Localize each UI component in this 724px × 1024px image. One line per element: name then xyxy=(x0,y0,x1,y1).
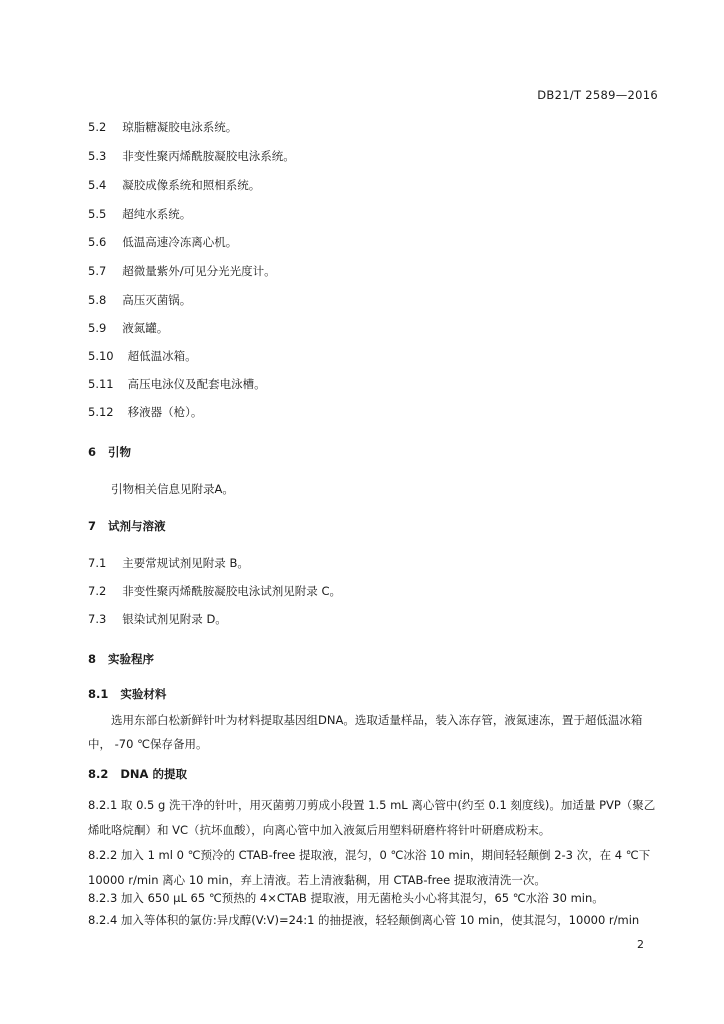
item-number: 7.2 xyxy=(88,584,107,598)
subsection-title: DNA 的提取 xyxy=(120,767,187,781)
item-number: 5.7 xyxy=(88,264,107,278)
item-text: 银染试剂见附录 D。 xyxy=(122,612,227,626)
list-item xyxy=(88,376,266,392)
section-title: 引物 xyxy=(108,445,132,459)
step-number: 8.2.2 xyxy=(88,848,118,862)
item-text: 主要常规试剂见附录 B。 xyxy=(122,556,249,570)
section-number: 8 xyxy=(88,652,97,666)
item-number: 5.12 xyxy=(88,405,114,419)
item-number: 5.3 xyxy=(88,149,107,163)
item-number: 5.10 xyxy=(88,349,114,363)
item-text: 液氮罐。 xyxy=(122,321,169,335)
item-number: 7.1 xyxy=(88,556,107,570)
item-text: 移液器（枪）。 xyxy=(127,405,203,419)
step-number: 8.2.3 xyxy=(88,891,118,905)
list-item xyxy=(88,234,237,250)
list-item xyxy=(88,119,237,135)
item-text: 超微量紫外/可见分光光度计。 xyxy=(122,264,276,278)
section-number: 6 xyxy=(88,445,97,459)
paragraph: 选用东部白松新鲜针叶为材料提取基因组DNA。选取适量样品，装入冻存管，液氮速冻，置于超低温冰箱中， -70 ℃保存备用。 xyxy=(88,713,643,751)
item-number: 5.2 xyxy=(88,120,107,134)
section-number: 7 xyxy=(88,519,97,533)
step-paragraph xyxy=(88,793,660,843)
step-number: 8.2.1 xyxy=(88,798,118,812)
list-item xyxy=(88,555,249,571)
page-number: 2 xyxy=(637,938,644,951)
item-text: 高压电泳仪及配套电泳槽。 xyxy=(127,377,266,391)
list-item xyxy=(88,148,295,164)
item-number: 7.3 xyxy=(88,612,107,626)
list-item xyxy=(88,263,276,279)
subsection-heading xyxy=(88,766,187,782)
list-item xyxy=(88,404,202,420)
item-number: 5.4 xyxy=(88,178,107,192)
item-text: 凝胶成像系统和照相系统。 xyxy=(122,178,261,192)
section-heading xyxy=(88,444,131,460)
step-text: 加入 1 ml 0 ℃预冷的 CTAB-free 提取液，混匀，0 ℃冰浴 10 min，期间轻轻颠倒 2-3 次，在 4 ℃下 10000 r/min 离心 10 min，弃上清液。若上清液黏稠，用 CTAB-free 提取液清洗一次。 xyxy=(88,848,651,887)
section-title: 实验程序 xyxy=(108,652,155,666)
list-item xyxy=(88,292,191,308)
section-title: 试剂与溶液 xyxy=(108,519,166,533)
standard-number: DB21/T 2589—2016 xyxy=(537,88,658,102)
list-item xyxy=(88,348,197,364)
section-heading xyxy=(88,518,166,534)
subsection-number: 8.1 xyxy=(88,687,109,701)
list-item xyxy=(88,206,191,222)
subsection-number: 8.2 xyxy=(88,767,109,781)
subsection-title: 实验材料 xyxy=(120,687,167,701)
item-text: 超低温冰箱。 xyxy=(127,349,197,363)
subsection-heading xyxy=(88,686,166,702)
step-text: 取 0.5 g 洗干净的针叶，用灭菌剪刀剪成小段置 1.5 mL 离心管中(约至 0.1 刻度线)。加适量 PVP（聚乙烯吡咯烷酮）和 VC（抗坏血酸），向离心管中加入液氮后用塑料研磨杵将针叶研磨成粉末。 xyxy=(88,798,656,837)
step-number: 8.2.4 xyxy=(88,913,118,927)
list-item xyxy=(88,583,341,599)
list-item xyxy=(88,177,260,193)
item-number: 5.5 xyxy=(88,207,107,221)
item-number: 5.9 xyxy=(88,321,107,335)
item-text: 超纯水系统。 xyxy=(122,207,192,221)
item-number: 5.8 xyxy=(88,293,107,307)
paragraph: 引物相关信息见附录A。 xyxy=(111,482,234,496)
step-text: 加入 650 μL 65 ℃预热的 4×CTAB 提取液，用无菌枪头小心将其混匀，65 ℃水浴 30 min。 xyxy=(120,891,604,905)
item-text: 琼脂糖凝胶电泳系统。 xyxy=(122,120,238,134)
item-number: 5.6 xyxy=(88,235,107,249)
step-paragraph xyxy=(88,908,660,933)
item-text: 非变性聚丙烯酰胺凝胶电泳系统。 xyxy=(122,149,295,163)
item-text: 非变性聚丙烯酰胺凝胶电泳试剂见附录 C。 xyxy=(122,584,341,598)
list-item xyxy=(88,320,168,336)
item-number: 5.11 xyxy=(88,377,114,391)
item-text: 高压灭菌锅。 xyxy=(122,293,192,307)
list-item xyxy=(88,611,227,627)
item-text: 低温高速冷冻离心机。 xyxy=(122,235,238,249)
section-heading xyxy=(88,651,154,667)
step-text: 加入等体积的氯仿:异戊醇(V:V)=24:1 的抽提液，轻轻颠倒离心管 10 min，使其混匀，10000 r/min xyxy=(120,913,640,927)
